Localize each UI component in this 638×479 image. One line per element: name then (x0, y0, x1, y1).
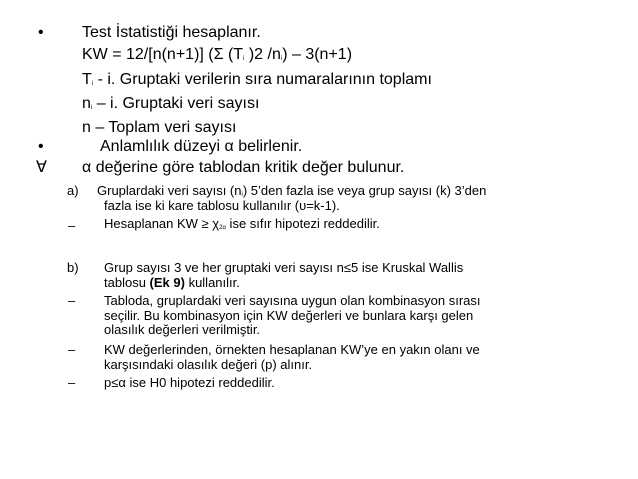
critical-value-line: α değerine göre tablodan kritik değer bulunur. (82, 159, 405, 176)
section-a-line1: Gruplardaki veri sayısı $(n_i)$ 5’den fazla ise veya grup sayısı (k) 3’den (97, 183, 487, 198)
section-a-line2: fazla ise ki kare tablosu kullanılır (υ=k-1). (104, 198, 340, 213)
forall-marker: ∀ (36, 159, 47, 176)
bullet-marker: • (38, 138, 44, 155)
dash-marker: – (68, 293, 76, 308)
section-b-d1-line1: Tabloda, gruplardaki veri sayısına uygun olan kombinasyon sırası (104, 293, 481, 308)
dash-marker: – (68, 342, 76, 357)
section-b-line1: Grup sayısı 3 ve her gruptaki veri sayısı n≤5 ise Kruskal Wallis (104, 260, 464, 275)
section-a-line3: Hesaplanan KW ≥ $\chi^2_\alpha$ ise sıfır hipotezi reddedilir. (104, 216, 380, 231)
section-b-line2: tablosu (Ek 9) kullanılır. (104, 275, 240, 290)
dash-marker: – (68, 218, 76, 233)
section-b-d2-line1: KW değerlerinden, örnekten hesaplanan KW’ye en yakın olanı ve (104, 342, 480, 357)
kw-formula: KW = 12/[n(n+1)] (Σ ($T_i$ )2 $/n_i) - 3(n+1)$ (82, 46, 353, 63)
dash-marker: – (68, 375, 76, 390)
section-b-label: b) (67, 260, 79, 275)
n-definition: n – Toplam veri sayısı (82, 119, 237, 136)
section-b-d2-line2: karşısındaki olasılık değeri (p) alınır. (104, 357, 313, 372)
section-b-d1-line2: seçilir. Bu kombinasyon için KW değerleri ve bunlara karşı gelen (104, 308, 474, 323)
ni-definition: $n_i$ – i. Gruptaki veri sayısı (82, 95, 260, 112)
section-b-d3-line1: p≤α ise H0 hipotezi reddedilir. (104, 375, 275, 390)
section-b-d1-line3: olasılık değerleri verilmiştir. (104, 322, 261, 337)
significance-line: Anlamlılık düzeyi α belirlenir. (100, 138, 303, 155)
ti-definition: $T_i$ - i. Gruptaki verilerin sıra numaralarının toplamı (82, 71, 432, 88)
section-a-label: a) (67, 183, 79, 198)
bullet-marker: • (38, 24, 44, 41)
test-statistic-line: Test İstatistiği hesaplanır. (82, 24, 261, 41)
